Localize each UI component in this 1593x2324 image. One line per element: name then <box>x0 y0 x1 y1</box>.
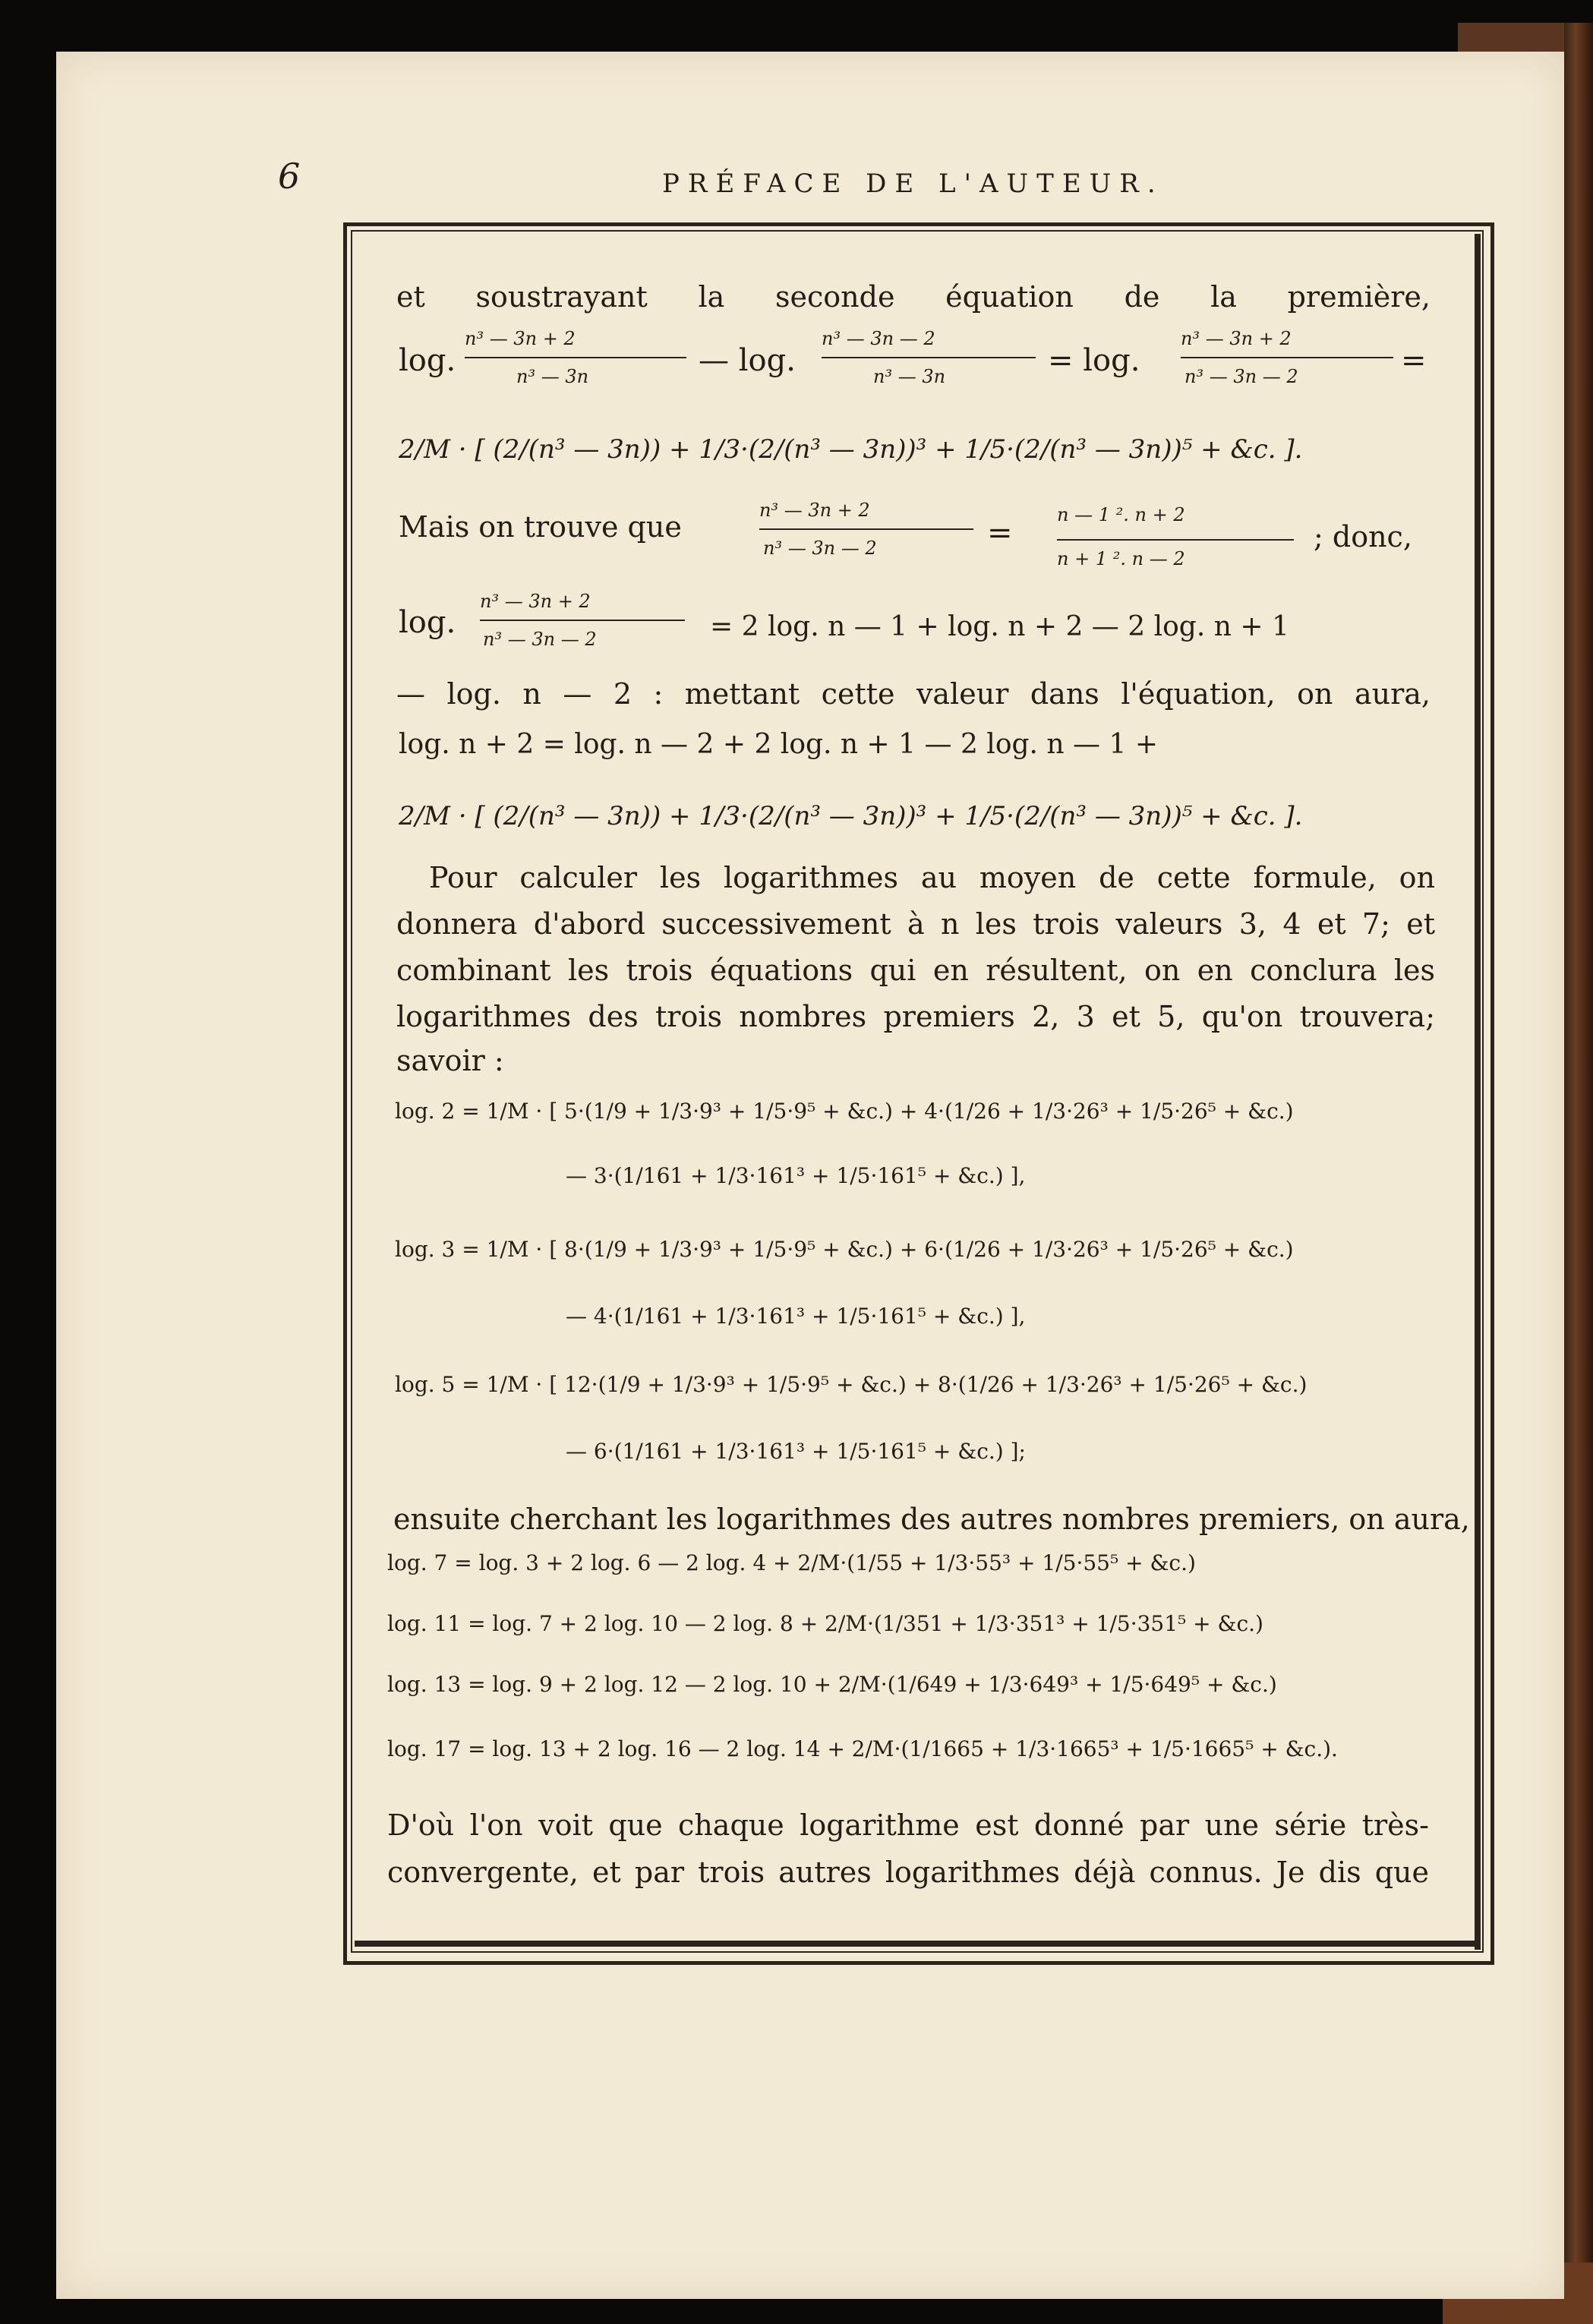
text-line: donnera d'abord successivement à n les trois valeurs 3, 4 et 7; et <box>396 907 1435 941</box>
text-fragment: Mais on trouve que <box>399 510 682 544</box>
formula-numerator: n³ — 3n + 2 <box>759 500 870 521</box>
page-frame-shadow-right <box>1475 234 1481 1950</box>
running-head: PRÉFACE DE L'AUTEUR. <box>662 169 1164 199</box>
formula-operator: = <box>1401 343 1427 378</box>
formula-log3-line1: log. 3 = 1/M · [ 8·(1/9 + 1/3·9³ + 1/5·9⁵ + &c.) + 6·(1/26 + 1/3·26³ + 1/5·26⁵ + &c.) <box>395 1237 1294 1262</box>
text-line: combinant les trois équations qui en résultent, on en conclura les <box>396 954 1435 987</box>
fraction-bar <box>1181 357 1393 358</box>
formula-numerator: n³ — 3n + 2 <box>1181 328 1292 349</box>
formula-operator: = log. <box>1048 343 1140 378</box>
formula-denominator: n³ — 3n <box>873 366 946 387</box>
text-line: Pour calculer les logarithmes au moyen de cette formule, on <box>429 861 1435 894</box>
formula-log11: log. 11 = log. 7 + 2 log. 10 — 2 log. 8 + 2/M·(1/351 + 1/3·351³ + 1/5·351⁵ + &c.) <box>387 1611 1263 1636</box>
formula-operator: — log. <box>699 343 796 378</box>
page-frame-shadow-bottom <box>355 1941 1481 1947</box>
formula-log5-line1: log. 5 = 1/M · [ 12·(1/9 + 1/3·9³ + 1/5·9⁵ + &c.) + 8·(1/26 + 1/3·26³ + 1/5·26⁵ + &c.) <box>395 1372 1308 1397</box>
fraction-bar <box>822 357 1036 358</box>
fraction-bar <box>480 620 685 621</box>
formula-numerator: n³ — 3n + 2 <box>465 328 576 349</box>
text-line: ensuite cherchant les logarithmes des autres nombres premiers, on aura, <box>393 1503 1470 1536</box>
formula-text: log. n + 2 = log. n — 2 + 2 log. n + 1 — 2 log. n — 1 + <box>399 729 1159 760</box>
formula-log7: log. 7 = log. 3 + 2 log. 6 — 2 log. 4 + 2/M·(1/55 + 1/3·55³ + 1/5·55⁵ + &c.) <box>387 1550 1196 1575</box>
book-edge-right <box>1564 23 1593 2324</box>
series-formula: 2/M · [ (2/(n³ — 3n)) + 1/3·(2/(n³ — 3n))³ + 1/5·(2/(n³ — 3n))⁵ + &c. ]. <box>399 801 1303 831</box>
formula-denominator: n + 1 ². n — 2 <box>1057 548 1185 569</box>
page-number: 6 <box>278 156 301 197</box>
formula-log17: log. 17 = log. 13 + 2 log. 16 — 2 log. 14 + 2/M·(1/1665 + 1/3·1665³ + 1/5·1665⁵ + &c.). <box>387 1736 1338 1761</box>
formula-numerator: n — 1 ². n + 2 <box>1057 504 1185 525</box>
text-line: et soustrayant la seconde équation de la première, <box>396 280 1431 314</box>
formula-log13: log. 13 = log. 9 + 2 log. 12 — 2 log. 10 + 2/M·(1/649 + 1/3·649³ + 1/5·649⁵ + &c.) <box>387 1672 1277 1697</box>
formula-log5-line2: — 6·(1/161 + 1/3·161³ + 1/5·161⁵ + &c.) ]; <box>566 1439 1026 1464</box>
formula-numerator: n³ — 3n + 2 <box>480 591 591 612</box>
text-fragment: ; donc, <box>1314 520 1412 553</box>
formula-operator: = <box>987 516 1013 550</box>
formula-label: log. <box>399 343 456 378</box>
formula-numerator: n³ — 3n — 2 <box>822 328 935 349</box>
formula-denominator: n³ — 3n <box>516 366 589 387</box>
text-line: savoir : <box>396 1044 504 1077</box>
formula-text: = 2 log. n — 1 + log. n + 2 — 2 log. n + 1 <box>710 611 1289 642</box>
series-formula: 2/M · [ (2/(n³ — 3n)) + 1/3·(2/(n³ — 3n))³ + 1/5·(2/(n³ — 3n))⁵ + &c. ]. <box>399 434 1303 465</box>
text-line: logarithmes des trois nombres premiers 2, 3 et 5, qu'on trouvera; <box>396 1000 1435 1033</box>
text-line: — log. n — 2 : mettant cette valeur dans l'équation, on aura, <box>396 677 1431 711</box>
formula-denominator: n³ — 3n — 2 <box>1184 366 1298 387</box>
formula-log2-line1: log. 2 = 1/M · [ 5·(1/9 + 1/3·9³ + 1/5·9⁵ + &c.) + 4·(1/26 + 1/3·26³ + 1/5·26⁵ + &c.) <box>395 1099 1294 1124</box>
fraction-bar <box>759 528 973 530</box>
text-line: D'où l'on voit que chaque logarithme est donné par une série très- <box>387 1808 1429 1842</box>
formula-log3-line2: — 4·(1/161 + 1/3·161³ + 1/5·161⁵ + &c.) ], <box>566 1304 1026 1329</box>
formula-log2-line2: — 3·(1/161 + 1/3·161³ + 1/5·161⁵ + &c.) ], <box>566 1163 1026 1188</box>
formula-denominator: n³ — 3n — 2 <box>483 629 597 650</box>
fraction-bar <box>1057 539 1294 541</box>
formula-label: log. <box>399 605 456 640</box>
formula-denominator: n³ — 3n — 2 <box>763 538 877 559</box>
text-line: convergente, et par trois autres logarithmes déjà connus. Je dis que <box>387 1856 1429 1889</box>
fraction-bar <box>465 357 686 358</box>
